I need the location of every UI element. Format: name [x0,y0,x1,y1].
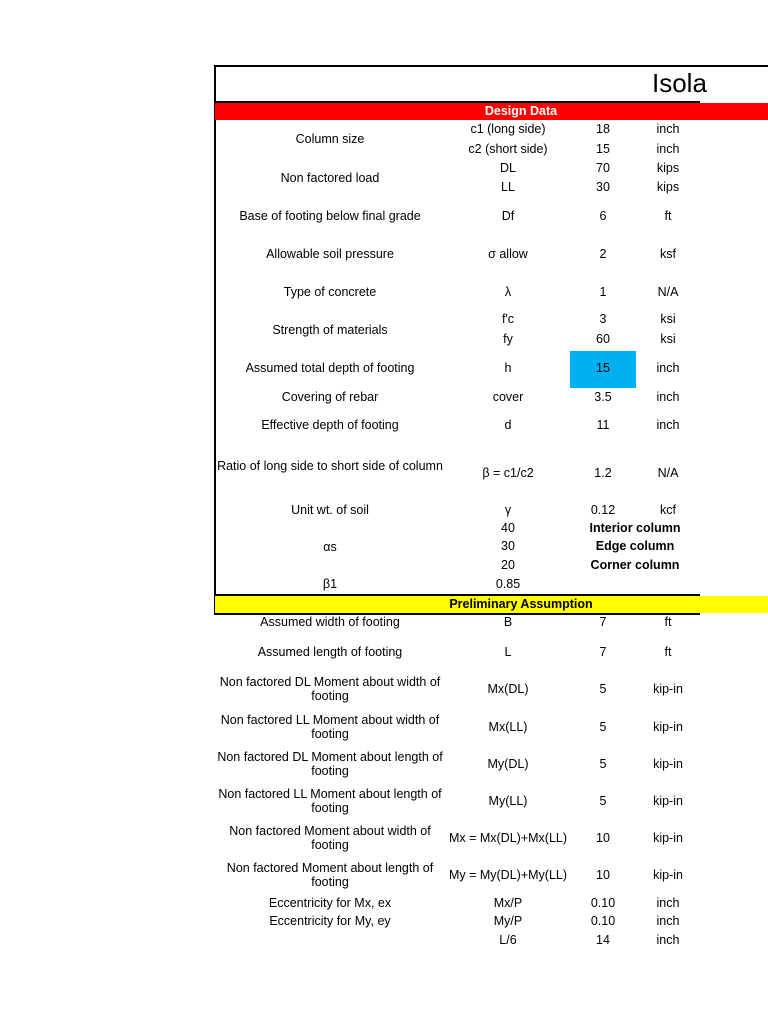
row-value[interactable]: 10 [596,831,610,845]
row-desc: Non factored DL Moment about width of footing [219,675,441,703]
column-type-label: Edge column [595,539,675,553]
row-desc: Base of footing below final grade [239,209,421,223]
row-unit: kip-in [653,757,683,771]
row-unit: kip-in [653,794,683,808]
row-value[interactable]: 7 [599,645,607,659]
row-symbol: σ allow [488,247,528,261]
row-unit: inch [656,914,680,928]
row-value[interactable]: 0.10 [590,896,616,910]
row-symbol: c2 (short side) [468,142,548,156]
row-symbol: Mx/P [493,896,523,910]
row-value[interactable]: 6 [599,209,607,223]
row-desc: αs [323,540,337,554]
row-symbol: Mx = Mx(DL)+Mx(LL) [448,831,568,845]
row-desc: Eccentricity for My, ey [269,914,391,928]
row-value[interactable]: 5 [599,720,607,734]
row-unit: kip-in [653,682,683,696]
row-desc: Type of concrete [283,285,377,299]
row-value[interactable]: 1.2 [594,466,612,480]
row-value[interactable]: 18 [596,122,610,136]
row-desc: Column size [295,132,365,146]
row-desc: Non factored Moment about width of footing [229,824,431,852]
row-desc: Covering of rebar [281,390,379,404]
row-value[interactable]: 0.12 [590,503,616,517]
row-value[interactable]: 15 [596,361,610,375]
row-unit: kip-in [653,720,683,734]
row-symbol: My(LL) [488,794,528,808]
row-unit: inch [656,361,680,375]
row-desc: Assumed length of footing [257,645,403,659]
row-unit: ft [664,615,672,629]
row-symbol: 0.85 [495,577,521,591]
row-unit: ksi [660,332,676,346]
row-symbol: cover [492,390,524,404]
row-unit: inch [656,896,680,910]
row-unit: kips [656,180,680,194]
row-value[interactable]: 5 [599,794,607,808]
row-desc: Ratio of long side to short side of column [217,459,443,473]
row-value[interactable]: 5 [599,682,607,696]
row-value[interactable]: 14 [596,933,610,947]
row-desc: Non factored LL Moment about width of footing [220,713,440,741]
row-symbol: 20 [501,558,515,572]
row-value[interactable]: 1 [599,285,607,299]
row-desc: Unit wt. of soil [291,503,369,517]
row-symbol: fy [503,332,513,346]
row-unit: inch [656,418,680,432]
row-desc: Strength of materials [272,323,388,337]
row-symbol: My/P [493,914,523,928]
row-symbol: Mx(DL) [487,682,529,696]
row-unit: N/A [657,466,679,480]
row-value[interactable]: 60 [596,332,610,346]
row-symbol: 30 [501,539,515,553]
row-symbol: Mx(LL) [488,720,528,734]
row-desc: Eccentricity for Mx, ex [268,896,392,910]
design-data-header: Design Data [215,103,768,120]
row-value[interactable]: 7 [599,615,607,629]
column-type-label: Corner column [590,558,680,572]
sheet-title: Isola [652,68,707,98]
row-value[interactable]: 3.5 [594,390,612,404]
row-value[interactable]: 15 [596,142,610,156]
row-symbol: h [504,361,512,375]
preliminary-header: Preliminary Assumption [215,596,768,613]
row-value[interactable]: 70 [596,161,610,175]
row-symbol: My(DL) [487,757,529,771]
row-unit: ksi [660,312,676,326]
row-unit: inch [656,390,680,404]
row-value[interactable]: 5 [599,757,607,771]
row-symbol: β = c1/c2 [482,466,534,480]
row-unit: ft [664,645,672,659]
row-unit: inch [656,122,680,136]
row-symbol: 40 [501,521,515,535]
row-unit: ft [664,209,672,223]
row-desc: Non factored LL Moment about length of footing [218,787,442,815]
row-value[interactable]: 3 [599,312,607,326]
row-value[interactable]: 0.10 [590,914,616,928]
row-symbol: λ [504,285,512,299]
row-unit: inch [656,933,680,947]
row-value[interactable]: 2 [599,247,607,261]
row-symbol: f'c [501,312,515,326]
row-desc: Non factored Moment about length of footing [226,861,434,889]
row-symbol: DL [500,161,516,175]
row-symbol: Df [501,209,515,223]
row-unit: kcf [660,503,676,517]
row-symbol: My = My(DL)+My(LL) [448,868,568,882]
row-symbol: L/6 [499,933,517,947]
row-symbol: c1 (long side) [470,122,546,136]
row-symbol: γ [504,503,512,517]
row-unit: kips [656,161,680,175]
row-unit: inch [656,142,680,156]
row-desc: β1 [322,577,338,591]
row-symbol: LL [501,180,515,194]
row-desc: Allowable soil pressure [266,247,394,261]
row-symbol: B [503,615,513,629]
row-desc: Non factored DL Moment about length of footing [217,750,443,778]
row-value[interactable]: 10 [596,868,610,882]
row-desc: Non factored load [280,171,380,185]
row-value[interactable]: 30 [596,180,610,194]
column-type-label: Interior column [589,521,681,535]
row-unit: kip-in [653,868,683,882]
row-desc: Assumed total depth of footing [245,361,415,375]
row-unit: N/A [657,285,679,299]
row-desc: Effective depth of footing [261,418,399,432]
row-value[interactable]: 11 [596,418,610,432]
row-symbol: L [504,645,512,659]
row-unit: ksf [660,247,676,261]
row-symbol: d [504,418,512,432]
row-unit: kip-in [653,831,683,845]
row-desc: Assumed width of footing [260,615,400,629]
